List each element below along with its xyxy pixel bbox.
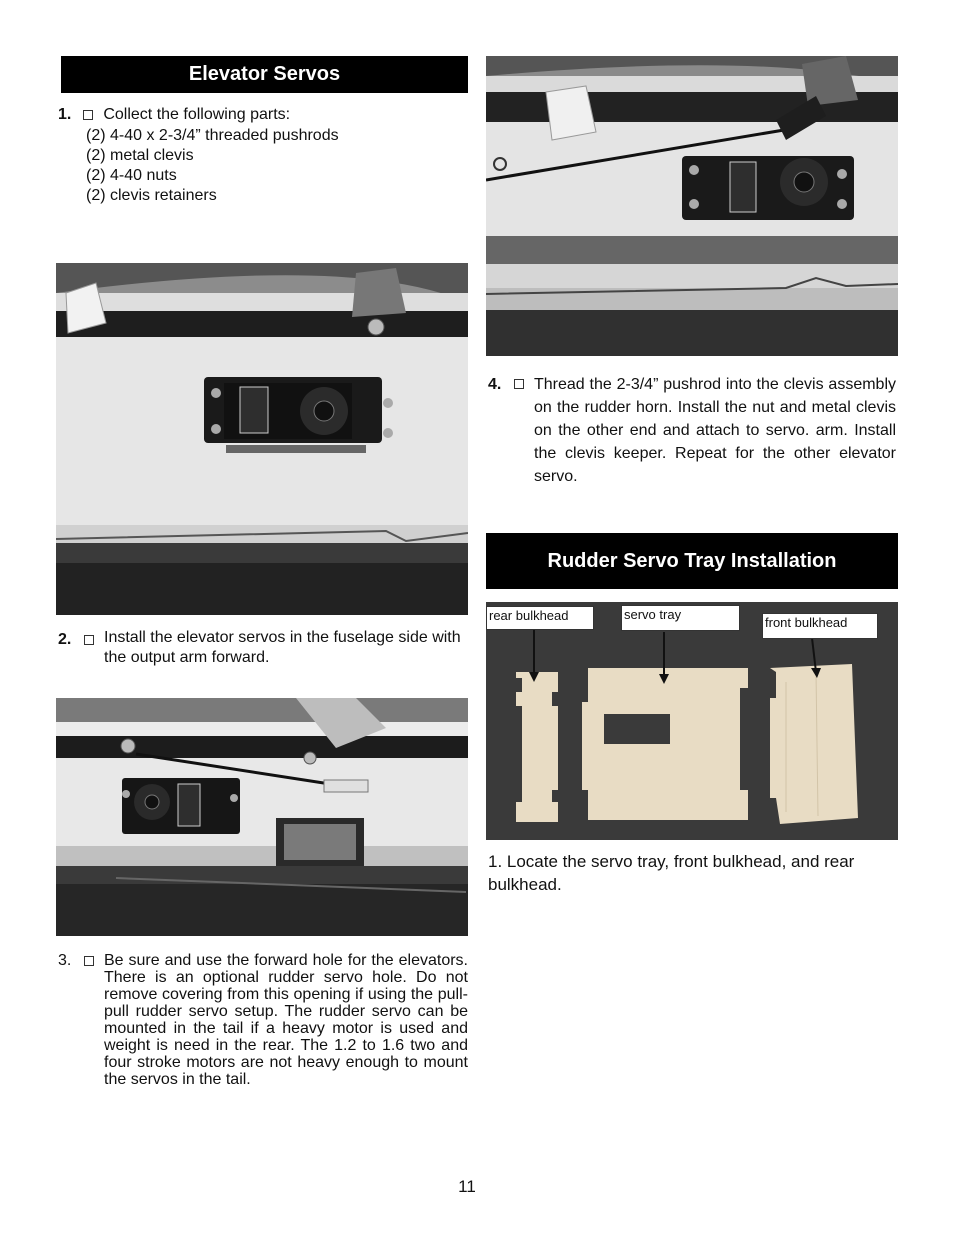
step-number: 1. <box>58 106 72 123</box>
servo-photo-1 <box>56 263 468 615</box>
servo-tray-label <box>621 605 740 631</box>
step-4-block <box>488 373 896 488</box>
servo-photo-3 <box>486 56 898 356</box>
step-text: Be sure and use the forward hole for the elevators. There is an optional rudder servo hole. Do not remove covering from this opening if using the pull-pull rudder servo setup. The rudder servo can be mounted in the tail if a heavy motor is used and weight is need in the rear. The 1.2 to 1.6 two and four stroke motors are not heavy enough to mount the servos in the tail. <box>104 952 468 1088</box>
list-item: (2) 4-40 nuts <box>86 167 177 184</box>
heading-text: Elevator Servos <box>188 63 341 85</box>
servo-photo-2-image <box>56 698 468 936</box>
servo-photo-1-image <box>56 263 468 615</box>
list-item: (2) clevis retainers <box>86 187 217 204</box>
checkbox-icon[interactable] <box>83 110 93 120</box>
step-text: Thread the 2-3/4” pushrod into the clevis assembly on the rudder horn. Install the nut and metal clevis on the other end and attach to servo. arm. Install the clevis keeper. Repeat for the other elevator servo. <box>534 376 896 485</box>
front-bulkhead-label <box>762 613 878 639</box>
list-item: (2) 4-40 x 2-3/4” threaded pushrods <box>86 127 339 144</box>
rudder-servo-tray-heading <box>486 533 898 589</box>
list-item: (2) metal clevis <box>86 147 194 164</box>
step-2-block <box>58 630 468 668</box>
servo-photo-3-image <box>486 56 898 356</box>
step-number: 4. <box>488 376 502 393</box>
step-text: Collect the following parts: <box>103 106 291 123</box>
page-number-text: 11 <box>458 1177 476 1196</box>
step-1-block <box>58 105 468 206</box>
checkbox-icon[interactable] <box>84 956 94 966</box>
parts-list <box>58 126 468 206</box>
tray-step-1 <box>488 850 898 896</box>
page-number <box>0 1177 934 1197</box>
checkbox-icon[interactable] <box>84 635 94 645</box>
step-text: Install the elevator servos in the fuselage side with the output arm forward. <box>104 629 461 666</box>
label-text: servo tray <box>624 607 682 622</box>
step-number: 2. <box>58 631 72 648</box>
heading-text: Rudder Servo Tray Installation <box>547 549 837 572</box>
step-number: 3. <box>58 952 72 969</box>
elevator-servos-heading <box>61 56 468 93</box>
tray-parts-photo <box>486 602 898 840</box>
step-text: 1. Locate the servo tray, front bulkhead, and rear bulkhead. <box>488 852 855 894</box>
label-text: rear bulkhead <box>489 608 569 623</box>
step-3-block <box>58 952 468 1088</box>
rear-bulkhead-label <box>486 606 594 630</box>
label-text: front bulkhead <box>765 615 848 630</box>
servo-photo-2 <box>56 698 468 936</box>
checkbox-icon[interactable] <box>514 379 524 389</box>
